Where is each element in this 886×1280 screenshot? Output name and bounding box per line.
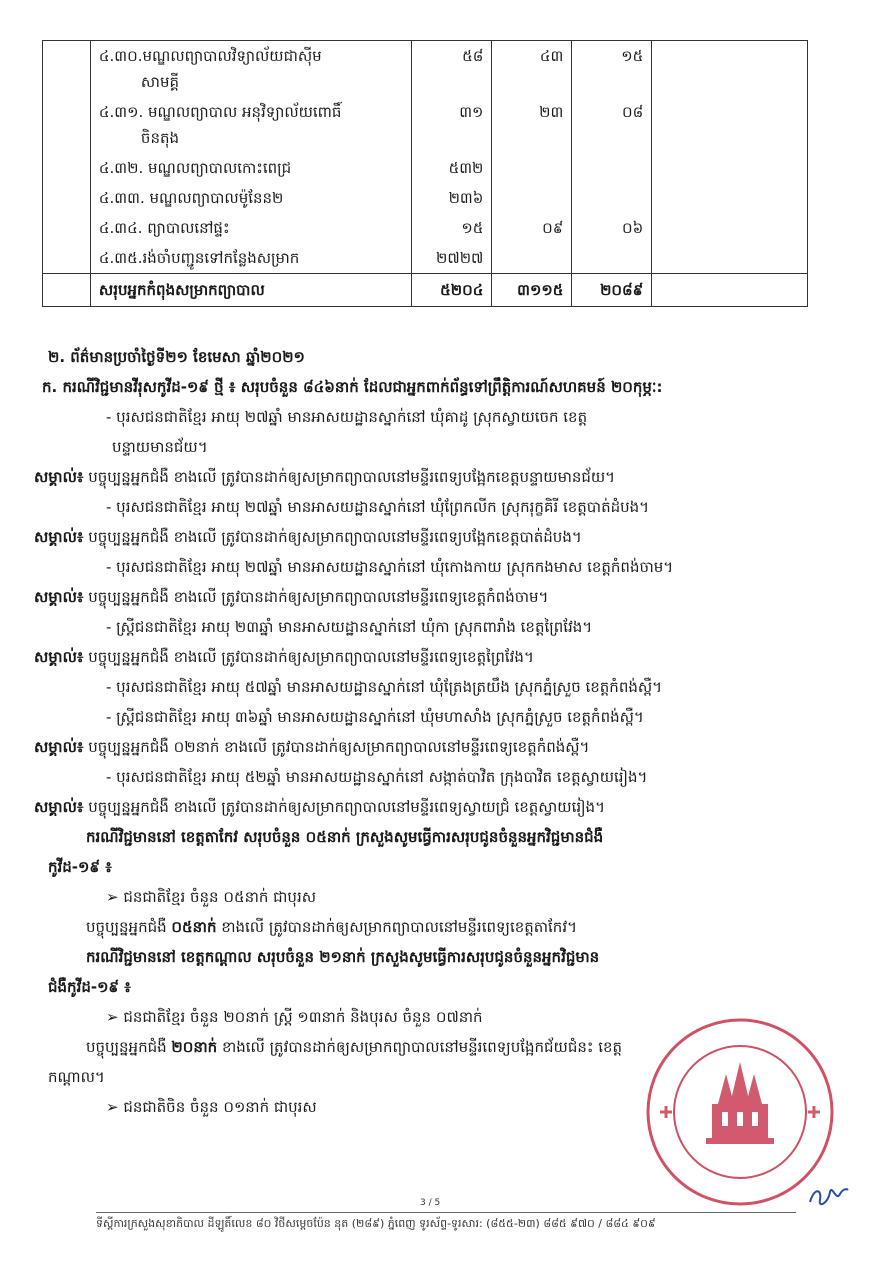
subheading-new-cases: ក. ករណីវិជ្ជមានវីរុសកូវីដ-១៩ ថ្មី ៖ សរុបចំនួន ៨៤៦នាក់ ដែលជាអ្នកពាក់ព័ន្ធទៅព្រឹត្តិការណ៍សហគមន៍ ២០កុម្ភៈ: — [42, 378, 663, 396]
note-label: សម្គាល់៖ — [34, 588, 84, 606]
count-cell-a: ២៣៦ — [412, 183, 492, 213]
case-note — [34, 522, 828, 552]
footer-divider — [96, 1212, 796, 1213]
count-cell-b — [492, 183, 572, 213]
count-cell-c — [572, 183, 652, 213]
empty-cell — [43, 41, 91, 98]
empty-cell — [43, 243, 91, 274]
count-cell-b — [492, 153, 572, 183]
count-cell-c: ០៨ — [572, 97, 652, 153]
total-count-b: ៣១១៥ — [492, 274, 572, 307]
count-cell-a: ៣១ — [412, 97, 492, 153]
count-cell-c — [572, 153, 652, 183]
signature-mark — [806, 1180, 850, 1210]
count-cell-c: ០៦ — [572, 213, 652, 243]
takeo-item: ➢ ជនជាតិខ្មែរ ចំនួន ០៥នាក់ ជាបុរស — [106, 888, 316, 906]
case-note — [34, 582, 828, 612]
empty-cell — [43, 183, 91, 213]
empty-cell — [43, 274, 91, 307]
note-label: សម្គាល់៖ — [34, 528, 84, 546]
kandal-item-2: ➢ ជនជាតិចិន ចំនួន ០១នាក់ ជាបុរស — [106, 1098, 317, 1116]
case-item: - ស្ត្រីជនជាតិខ្មែរ អាយុ ៣៦ឆ្នាំ មានអាសយដ្ឋានស្នាក់នៅ ឃុំមហាសាំង ស្រុកភ្នំស្រួច ខេត្តកំពង់ស្ពឺ។ — [106, 708, 644, 726]
document-body — [34, 342, 828, 1122]
case-item: - បុរសជនជាតិខ្មែរ អាយុ ២៧ឆ្នាំ មានអាសយដ្ឋានស្នាក់នៅ ឃុំគាដូ ស្រុកស្វាយចេក ខេត្ត — [106, 408, 588, 426]
table-row — [43, 183, 808, 213]
facility-name-cell — [90, 243, 412, 274]
facility-name-cell — [90, 41, 412, 98]
case-note — [34, 642, 828, 672]
empty-cell — [652, 41, 808, 98]
empty-cell — [43, 97, 91, 153]
facility-name: ៤.៣៣. មណ្ឌលព្យាបាលម៉ូនែន២ — [98, 189, 284, 207]
count-cell-b: ០៩ — [492, 213, 572, 243]
note-text: បច្ចុប្បន្នអ្នកជំងឺ ០២នាក់ ខាងលើ ត្រូវបានដាក់ឲ្យសម្រាកព្យាបាលនៅមន្ទីរពេទ្យខេត្តកំពង់ស្ពឺ។ — [83, 738, 590, 756]
kandal-note-post: ខាងលើ ត្រូវបានដាក់ឲ្យសម្រាកព្យាបាលនៅមន្ទីរពេទ្យបង្អែកជ័យជំនះ ខេត្ត — [217, 1038, 623, 1056]
empty-cell — [43, 213, 91, 243]
facility-name-cell — [90, 97, 412, 153]
count-cell-a: ៥៨ — [412, 41, 492, 98]
facility-name-cell — [90, 153, 412, 183]
note-label: សម្គាល់៖ — [34, 468, 84, 486]
facility-name: ៤.៣៤. ព្យាបាលនៅផ្ទះ — [98, 219, 230, 237]
case-item: - បុរសជនជាតិខ្មែរ អាយុ ៥២ឆ្នាំ មានអាសយដ្ឋានស្នាក់នៅ សង្កាត់បាវិត ក្រុងបាវិត ខេត្តស្វាយរៀង។ — [106, 768, 648, 786]
case-item: - បុរសជនជាតិខ្មែរ អាយុ ២៧ឆ្នាំ មានអាសយដ្ឋានស្នាក់នៅ ឃុំព្រែកលីក ស្រុករុក្ខគិរី ខេត្តបាត់ដំបង។ — [106, 498, 650, 516]
empty-cell — [652, 183, 808, 213]
takeo-heading: ករណីវិជ្ជមាននៅ ខេត្តតាកែវ សរុបចំនួន ០៥នាក់ ក្រសួងសូមធ្វើការសរុបជូនចំនួនអ្នកវិជ្ជមានជំងឺ — [86, 828, 604, 846]
footer-address: ទីស្តីការក្រសួងសុខាភិបាល ដីឡូតិ៍លេខ ៨០ វិថីសម្ដេចប៉ែន នុត (២៨៩) ភ្នំពេញ ទូរស័ព្ទ-ទូរសារ: (៨៥៥-២៣) ៨៨៥ ៩៧០ / ៨៨៤ ៩០៩ — [96, 1217, 656, 1230]
case-item: - បុរសជនជាតិខ្មែរ អាយុ ២៧ឆ្នាំ មានអាសយដ្ឋានស្នាក់នៅ ឃុំកោងកាយ ស្រុកកងមាស ខេត្តកំពង់ចាម។ — [106, 558, 674, 576]
empty-cell — [652, 274, 808, 307]
facility-name-cont: ចិនតុង — [140, 129, 180, 147]
takeo-heading-cont: កូវីដ-១៩ ៖ — [48, 858, 112, 876]
table-row — [43, 243, 808, 274]
facility-name: ៤.៣២. មណ្ឌលព្យាបាលកោះពេជ្រ — [98, 159, 292, 177]
count-cell-c: ១៥ — [572, 41, 652, 98]
count-cell-a: ២៧២៧ — [412, 243, 492, 274]
total-label: សរុបអ្នកកំពុងសម្រាកព្យាបាល — [90, 274, 412, 307]
total-count-a: ៥២០៤ — [412, 274, 492, 307]
case-item: - បុរសជនជាតិខ្មែរ អាយុ ៥៧ឆ្នាំ មានអាសយដ្ឋានស្នាក់នៅ ឃុំត្រែងត្រយឹង ស្រុកភ្នំស្រួច ខេត្តកំពង់ស្ពឺ។ — [106, 678, 663, 696]
takeo-note — [48, 912, 828, 942]
table-row — [43, 213, 808, 243]
facility-name-cell — [90, 213, 412, 243]
case-note — [34, 792, 828, 822]
note-text: បច្ចុប្បន្នអ្នកជំងឺ ខាងលើ ត្រូវបានដាក់ឲ្យសម្រាកព្យាបាលនៅមន្ទីរពេទ្យខេត្តព្រៃវែង។ — [83, 648, 534, 666]
count-cell-a: ៥៣២ — [412, 153, 492, 183]
count-cell-b — [492, 243, 572, 274]
takeo-note-post: ខាងលើ ត្រូវបានដាក់ឲ្យសម្រាកព្យាបាលនៅមន្ទីរពេទ្យខេត្តតាកែវ។ — [216, 918, 577, 936]
case-item: - ស្ត្រីជនជាតិខ្មែរ អាយុ ២៣ឆ្នាំ មានអាសយដ្ឋានស្នាក់នៅ ឃុំកា ស្រុកពារាំង ខេត្តព្រៃវែង។ — [106, 618, 593, 636]
case-list — [34, 402, 828, 822]
kandal-note-pre: បច្ចុប្បន្នអ្នកជំងឺ — [86, 1038, 172, 1056]
facility-name: ៤.៣១. មណ្ឌលព្យាបាល អនុវិទ្យាល័យពោធិ៍ — [98, 103, 342, 121]
table-row — [43, 97, 808, 153]
count-cell-b: ៤៣ — [492, 41, 572, 98]
case-item-cont: បន្ទាយមានជ័យ។ — [112, 438, 208, 456]
kandal-note-count: ២០នាក់ — [171, 1038, 218, 1056]
note-text: បច្ចុប្បន្នអ្នកជំងឺ ខាងលើ ត្រូវបានដាក់ឲ្យសម្រាកព្យាបាលនៅមន្ទីរពេទ្យបង្អែកខេត្តបាត់ដំបង។ — [83, 528, 582, 546]
kandal-heading: ករណីវិជ្ជមាននៅ ខេត្តកណ្ដាល សរុបចំនួន ២១នាក់ ក្រសួងសូមធ្វើការសរុបជូនចំនួនអ្នកវិជ្ជមាន — [86, 948, 600, 966]
total-count-c: ២០៨៩ — [572, 274, 652, 307]
takeo-note-pre: បច្ចុប្បន្នអ្នកជំងឺ — [86, 918, 172, 936]
note-text: បច្ចុប្បន្នអ្នកជំងឺ ខាងលើ ត្រូវបានដាក់ឲ្យសម្រាកព្យាបាលនៅមន្ទីរពេទ្យបង្អែកខេត្តបន្ទាយមានជ័យ។ — [83, 468, 616, 486]
note-text: បច្ចុប្បន្នអ្នកជំងឺ ខាងលើ ត្រូវបានដាក់ឲ្យសម្រាកព្យាបាលនៅមន្ទីរពេទ្យស្វាយជ្រំ ខេត្តស្វាយរៀង។ — [83, 798, 605, 816]
facility-name: ៤.៣៥.រង់ចាំបញ្ជូនទៅកន្លែងសម្រាក — [98, 249, 300, 267]
count-cell-b: ២៣ — [492, 97, 572, 153]
patients-table — [42, 40, 808, 307]
empty-cell — [43, 153, 91, 183]
note-label: សម្គាល់៖ — [34, 648, 84, 666]
facility-name: ៤.៣០.មណ្ឌលព្យាបាលវិទ្យាល័យជាស៊ីម — [98, 47, 322, 65]
table-row — [43, 41, 808, 98]
takeo-note-count: ០៥នាក់ — [171, 918, 217, 936]
facility-name-cont: សាមគ្គី — [140, 73, 180, 91]
kandal-item-1: ➢ ជនជាតិខ្មែរ ចំនួន ២០នាក់ ស្ត្រី ១៣នាក់ និងបុរស ចំនួន ០៧នាក់ — [106, 1008, 483, 1026]
empty-cell — [652, 213, 808, 243]
empty-cell — [652, 243, 808, 274]
case-note — [34, 732, 828, 762]
count-cell-c — [572, 243, 652, 274]
count-cell-a: ១៥ — [412, 213, 492, 243]
note-label: សម្គាល់៖ — [34, 738, 84, 756]
section-heading: ២. ព័ត៌មានប្រចាំថ្ងៃទី២១ ខែមេសា ឆ្នាំ២០២១ — [48, 348, 305, 366]
facility-name-cell — [90, 183, 412, 213]
page-number: 3 / 5 — [420, 1198, 441, 1208]
note-text: បច្ចុប្បន្នអ្នកជំងឺ ខាងលើ ត្រូវបានដាក់ឲ្យសម្រាកព្យាបាលនៅមន្ទីរពេទ្យខេត្តកំពង់ចាម។ — [83, 588, 549, 606]
kandal-note-cont: កណ្ដាល។ — [48, 1068, 105, 1086]
total-row — [43, 274, 808, 307]
kandal-heading-cont: ជំងឺកូវីដ-១៩ ៖ — [48, 978, 131, 996]
empty-cell — [652, 97, 808, 153]
table-row — [43, 153, 808, 183]
empty-cell — [652, 153, 808, 183]
case-note — [34, 462, 828, 492]
note-label: សម្គាល់៖ — [34, 798, 84, 816]
